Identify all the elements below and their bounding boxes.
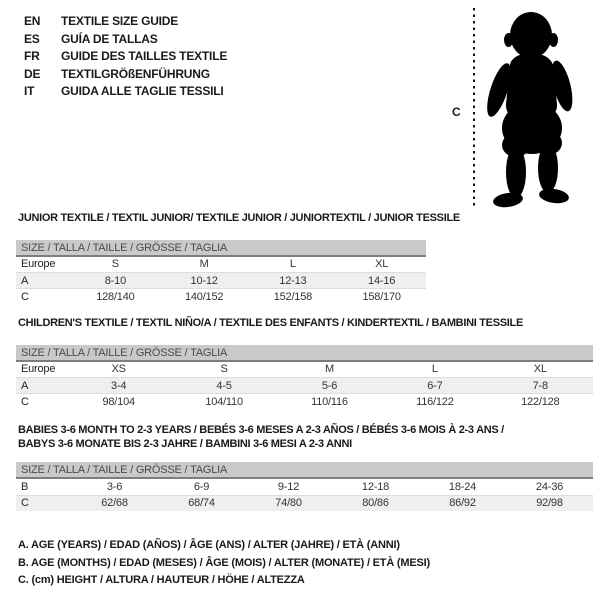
cell-value: 6-7: [382, 378, 487, 394]
footnotes: [18, 537, 430, 590]
language-row: [24, 48, 227, 66]
cell-value: 6-9: [193, 480, 210, 493]
cell-value: 12-18: [361, 480, 390, 493]
cell-value: 3-6: [106, 480, 123, 493]
size-header-bar: SIZE / TALLA / TAILLE / GRÖSSE / TAGLIA: [16, 462, 593, 479]
language-code: EN: [24, 14, 41, 28]
row-label: C: [16, 495, 71, 511]
size-table: [16, 362, 593, 410]
cell-value: S: [220, 363, 228, 376]
table-row: [16, 273, 426, 289]
cell-value: 4-5: [171, 378, 276, 394]
cell-value: 10-12: [160, 273, 249, 289]
cell-value: 158/170: [337, 289, 426, 305]
size-header-bar: SIZE / TALLA / TAILLE / GRÖSSE / TAGLIA: [16, 345, 593, 362]
cell-value: 9-12: [277, 480, 300, 493]
cell-value: XL: [533, 363, 547, 376]
row-label: Europe: [21, 258, 56, 271]
language-title: GUIDE DES TAILLES TEXTILE: [61, 49, 228, 64]
table-row: [16, 495, 593, 511]
cell-value: 92/98: [506, 495, 593, 511]
cell-value: 12-13: [249, 273, 338, 289]
cell-value: 152/158: [249, 289, 338, 305]
language-code: DE: [24, 66, 41, 81]
language-row: [24, 83, 227, 101]
cell-value: 5-6: [277, 378, 382, 394]
language-code: FR: [24, 49, 40, 64]
cell-value: 3-4: [66, 378, 171, 394]
cell-value: M: [324, 363, 334, 376]
size-table: [16, 257, 426, 305]
table-row: [16, 362, 593, 378]
language-row: [24, 31, 227, 49]
cell-value: XL: [375, 258, 389, 271]
row-label: Europe: [21, 363, 56, 376]
cell-value: 62/68: [71, 495, 158, 511]
language-title: GUIDA ALLE TAGLIE TESSILI: [61, 84, 224, 99]
babies-textile-table: [16, 424, 593, 511]
table-row: [16, 289, 426, 305]
footnote-age-months: B. AGE (MONTHS) / EDAD (MESES) / ÂGE (MOIS) / ALTER (MONATE) / ETÀ (MESI): [18, 556, 430, 569]
cell-value: 110/116: [277, 394, 382, 410]
row-label: B: [21, 480, 29, 493]
table-title-line: CHILDREN'S TEXTILE / TEXTIL NIÑO/A / TEXTILE DES ENFANTS / KINDERTEXTIL / BAMBINI TESSILE: [18, 317, 523, 329]
row-label: A: [16, 378, 66, 394]
cell-value: XS: [111, 363, 126, 376]
cell-value: 98/104: [66, 394, 171, 410]
row-label: A: [16, 273, 71, 289]
language-code: IT: [24, 84, 35, 99]
language-title: TEXTILGRÖßENFÜHRUNG: [61, 66, 210, 81]
height-measure-label: C: [452, 105, 461, 119]
cell-value: 86/92: [419, 495, 506, 511]
junior-textile-table: [16, 212, 460, 305]
cell-value: 68/74: [158, 495, 245, 511]
table-title-line: BABIES 3-6 MONTH TO 2-3 YEARS / BEBÉS 3-6 MESES A 2-3 AÑOS / BÉBÉS 3-6 MOIS À 2-3 ANS /: [18, 424, 504, 436]
cell-value: 80/86: [332, 495, 419, 511]
table-row: [16, 257, 426, 273]
cell-value: S: [111, 258, 119, 271]
language-row: [24, 66, 227, 84]
cell-value: 140/152: [160, 289, 249, 305]
table-title: [18, 317, 591, 331]
language-title: TEXTILE SIZE GUIDE: [61, 14, 179, 28]
table-row: [16, 479, 593, 495]
row-label: C: [16, 394, 66, 410]
cell-value: 14-16: [337, 273, 426, 289]
cell-value: 7-8: [488, 378, 593, 394]
table-title: [18, 424, 591, 451]
language-title: GUÍA DE TALLAS: [61, 31, 158, 46]
cell-value: 8-10: [71, 273, 160, 289]
size-table: [16, 479, 593, 511]
cell-value: 74/80: [245, 495, 332, 511]
footnote-age-years: A. AGE (YEARS) / EDAD (AÑOS) / ÂGE (ANS) / ALTER (JAHRE) / ETÀ (ANNI): [18, 539, 400, 551]
table-title-line: BABYS 3-6 MONATE BIS 2-3 JAHRE / BAMBINI 3-6 MESI A 2-3 ANNI: [18, 437, 352, 450]
baby-silhouette: [480, 4, 592, 210]
table-row: [16, 378, 593, 394]
cell-value: 24-36: [535, 480, 564, 493]
size-header-bar: SIZE / TALLA / TAILLE / GRÖSSE / TAGLIA: [16, 240, 426, 257]
table-row: [16, 394, 593, 410]
language-title-list: [24, 13, 227, 101]
language-row: [24, 13, 227, 31]
cell-value: L: [431, 363, 438, 376]
cell-value: L: [289, 258, 296, 271]
childrens-textile-table: [16, 317, 593, 410]
table-title-line: JUNIOR TEXTILE / TEXTIL JUNIOR/ TEXTILE JUNIOR / JUNIORTEXTIL / JUNIOR TESSILE: [18, 212, 460, 224]
cell-value: 128/140: [71, 289, 160, 305]
row-label: C: [16, 289, 71, 305]
cell-value: 104/110: [171, 394, 276, 410]
height-measure-dotted-line: [473, 8, 475, 208]
footnote-height: C. (cm) HEIGHT / ALTURA / HAUTEUR / HÖHE / ALTEZZA: [18, 574, 305, 586]
cell-value: 122/128: [488, 394, 593, 410]
cell-value: 116/122: [382, 394, 487, 410]
language-code: ES: [24, 31, 40, 46]
table-title: [18, 212, 460, 226]
cell-value: M: [199, 258, 209, 271]
cell-value: 18-24: [448, 480, 477, 493]
